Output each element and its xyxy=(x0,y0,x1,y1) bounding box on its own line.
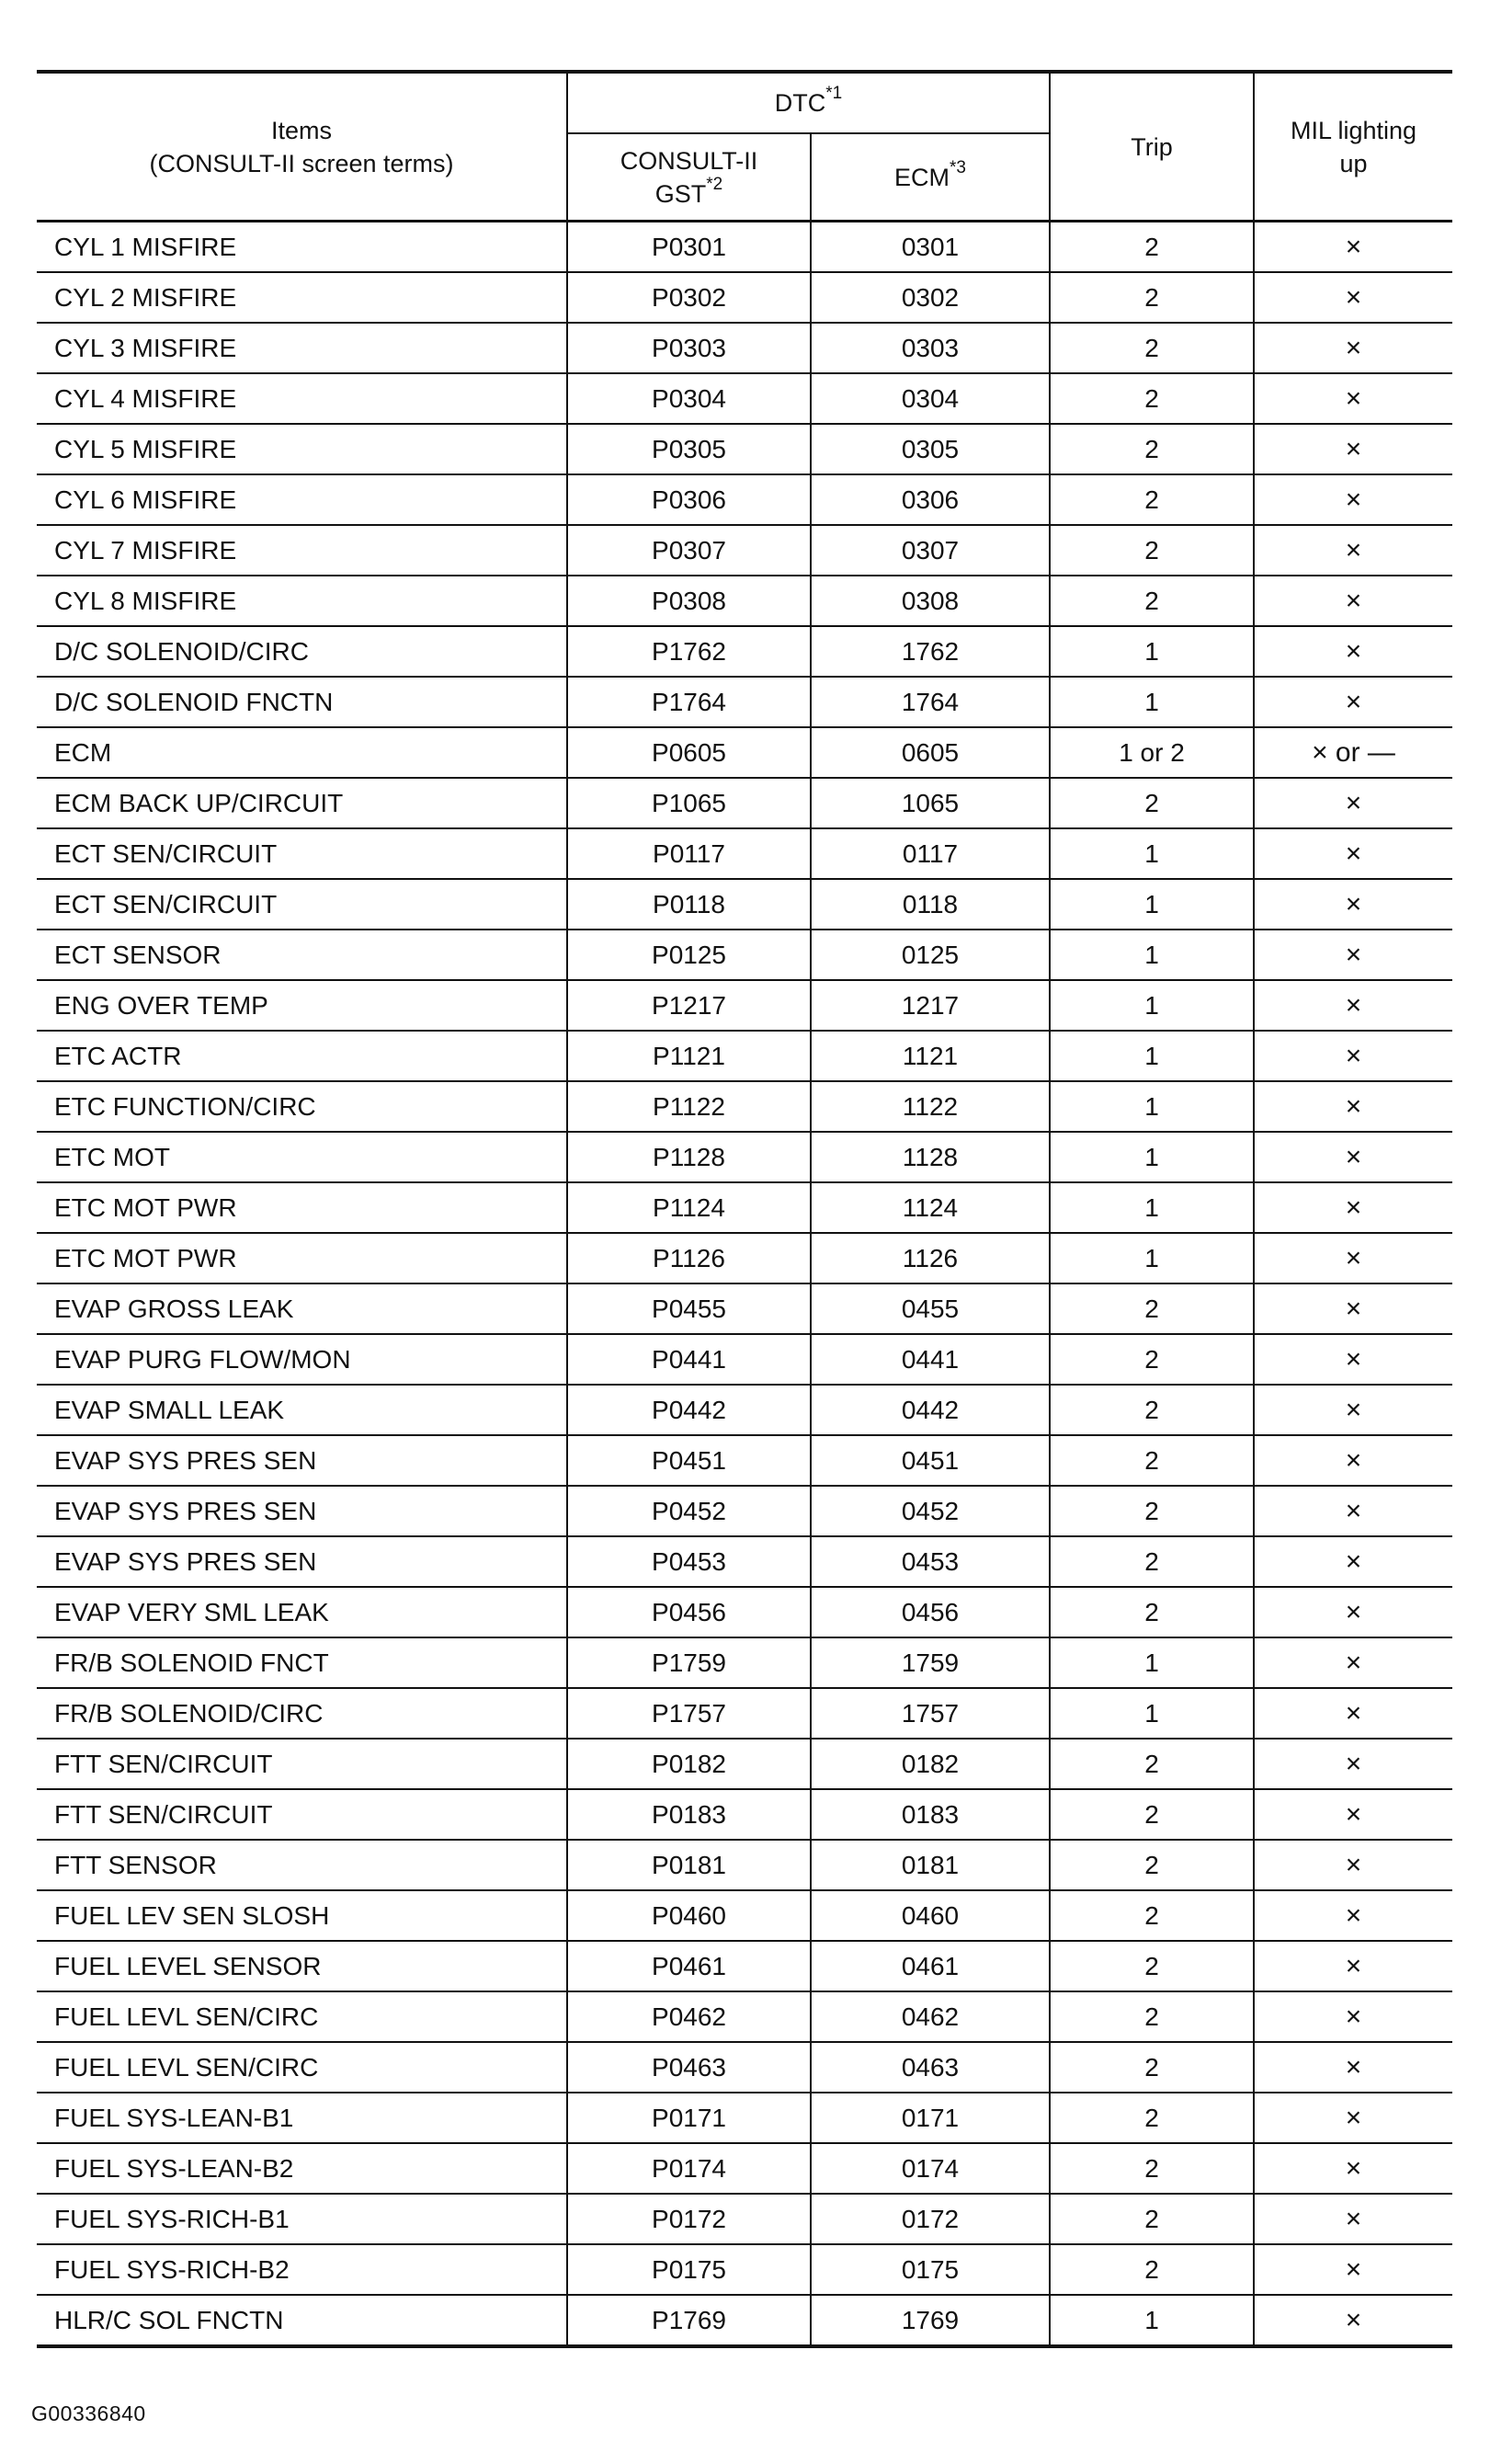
item-cell: CYL 7 MISFIRE xyxy=(37,525,567,576)
ecm-code-cell: 0175 xyxy=(811,2244,1050,2295)
ecm-code-cell: 0461 xyxy=(811,1941,1050,1991)
table-row xyxy=(37,930,1452,980)
table-row xyxy=(37,1283,1452,1334)
ecm-code-cell: 0307 xyxy=(811,525,1050,576)
item-cell: ETC ACTR xyxy=(37,1031,567,1081)
item-cell: ECM BACK UP/CIRCUIT xyxy=(37,778,567,828)
ecm-code-cell: 1128 xyxy=(811,1132,1050,1182)
trip-cell: 2 xyxy=(1050,576,1254,626)
item-cell: FUEL LEV SEN SLOSH xyxy=(37,1890,567,1941)
mil-cell: × xyxy=(1254,1182,1452,1233)
item-cell: ETC MOT PWR xyxy=(37,1233,567,1283)
table-row xyxy=(37,1941,1452,1991)
consult-code-cell: P1769 xyxy=(567,2295,811,2346)
trip-cell: 2 xyxy=(1050,778,1254,828)
table-row xyxy=(37,1486,1452,1536)
consult-code-cell: P0306 xyxy=(567,474,811,525)
ecm-code-cell: 0171 xyxy=(811,2093,1050,2143)
header-trip-label: Trip xyxy=(1131,132,1173,161)
consult-code-cell: P0461 xyxy=(567,1941,811,1991)
table-row xyxy=(37,2042,1452,2093)
item-cell: FUEL LEVL SEN/CIRC xyxy=(37,1991,567,2042)
trip-cell: 2 xyxy=(1050,1587,1254,1637)
mil-cell: × xyxy=(1254,2295,1452,2346)
mil-cell: × xyxy=(1254,222,1452,273)
mil-cell: × xyxy=(1254,1385,1452,1435)
mil-cell: × xyxy=(1254,1435,1452,1486)
consult-code-cell: P0308 xyxy=(567,576,811,626)
table-row xyxy=(37,980,1452,1031)
item-cell: FR/B SOLENOID/CIRC xyxy=(37,1688,567,1739)
consult-code-cell: P0118 xyxy=(567,879,811,930)
consult-code-cell: P0303 xyxy=(567,323,811,373)
header-trip xyxy=(1050,72,1254,222)
trip-cell: 2 xyxy=(1050,2093,1254,2143)
ecm-code-cell: 0463 xyxy=(811,2042,1050,2093)
ecm-code-cell: 0172 xyxy=(811,2194,1050,2244)
table-row xyxy=(37,576,1452,626)
table-row xyxy=(37,626,1452,677)
header-ecm-label: ECM xyxy=(894,163,950,191)
item-cell: ETC MOT xyxy=(37,1132,567,1182)
consult-code-cell: P0183 xyxy=(567,1789,811,1840)
mil-cell: × xyxy=(1254,474,1452,525)
table-row xyxy=(37,1132,1452,1182)
ecm-code-cell: 0456 xyxy=(811,1587,1050,1637)
consult-code-cell: P0172 xyxy=(567,2194,811,2244)
item-cell: ECT SEN/CIRCUIT xyxy=(37,879,567,930)
table-row xyxy=(37,1334,1452,1385)
mil-cell: × xyxy=(1254,1031,1452,1081)
table-row xyxy=(37,2244,1452,2295)
ecm-code-cell: 0453 xyxy=(811,1536,1050,1587)
mil-cell: × xyxy=(1254,1233,1452,1283)
mil-cell: × xyxy=(1254,2093,1452,2143)
ecm-code-cell: 0181 xyxy=(811,1840,1050,1890)
trip-cell: 2 xyxy=(1050,222,1254,273)
item-cell: FUEL SYS-LEAN-B2 xyxy=(37,2143,567,2194)
header-items-line2: (CONSULT-II screen terms) xyxy=(149,149,454,177)
trip-cell: 1 xyxy=(1050,1233,1254,1283)
mil-cell: × xyxy=(1254,879,1452,930)
ecm-code-cell: 1124 xyxy=(811,1182,1050,1233)
item-cell: FUEL SYS-RICH-B1 xyxy=(37,2194,567,2244)
item-cell: FUEL LEVEL SENSOR xyxy=(37,1941,567,1991)
item-cell: ECT SENSOR xyxy=(37,930,567,980)
consult-code-cell: P1065 xyxy=(567,778,811,828)
trip-cell: 1 xyxy=(1050,1637,1254,1688)
mil-cell: × xyxy=(1254,2194,1452,2244)
ecm-code-cell: 1769 xyxy=(811,2295,1050,2346)
table-row xyxy=(37,2093,1452,2143)
item-cell: HLR/C SOL FNCTN xyxy=(37,2295,567,2346)
item-cell: EVAP SYS PRES SEN xyxy=(37,1435,567,1486)
consult-code-cell: P0442 xyxy=(567,1385,811,1435)
item-cell: EVAP VERY SML LEAK xyxy=(37,1587,567,1637)
trip-cell: 2 xyxy=(1050,1941,1254,1991)
item-cell: ETC MOT PWR xyxy=(37,1182,567,1233)
header-ecm-footnote: *3 xyxy=(950,157,966,177)
mil-cell: × xyxy=(1254,1739,1452,1789)
header-items xyxy=(37,72,567,222)
header-mil xyxy=(1254,72,1452,222)
mil-cell: × xyxy=(1254,778,1452,828)
item-cell: FTT SENSOR xyxy=(37,1840,567,1890)
consult-code-cell: P0453 xyxy=(567,1536,811,1587)
mil-cell: × xyxy=(1254,525,1452,576)
table-row xyxy=(37,373,1452,424)
table-row xyxy=(37,2194,1452,2244)
mil-cell: × xyxy=(1254,1132,1452,1182)
mil-cell: × xyxy=(1254,677,1452,727)
table-row xyxy=(37,1890,1452,1941)
table-row xyxy=(37,474,1452,525)
item-cell: FUEL SYS-LEAN-B1 xyxy=(37,2093,567,2143)
consult-code-cell: P0125 xyxy=(567,930,811,980)
ecm-code-cell: 0118 xyxy=(811,879,1050,930)
trip-cell: 2 xyxy=(1050,2244,1254,2295)
ecm-code-cell: 1121 xyxy=(811,1031,1050,1081)
item-cell: CYL 8 MISFIRE xyxy=(37,576,567,626)
table-row xyxy=(37,2143,1452,2194)
mil-cell: × xyxy=(1254,1334,1452,1385)
consult-code-cell: P0175 xyxy=(567,2244,811,2295)
trip-cell: 1 xyxy=(1050,1081,1254,1132)
trip-cell: 1 xyxy=(1050,980,1254,1031)
table-row xyxy=(37,525,1452,576)
mil-cell: × xyxy=(1254,2244,1452,2295)
ecm-code-cell: 0462 xyxy=(811,1991,1050,2042)
consult-code-cell: P1757 xyxy=(567,1688,811,1739)
item-cell: D/C SOLENOID FNCTN xyxy=(37,677,567,727)
consult-code-cell: P0451 xyxy=(567,1435,811,1486)
mil-cell: × xyxy=(1254,1637,1452,1688)
consult-code-cell: P0441 xyxy=(567,1334,811,1385)
ecm-code-cell: 1762 xyxy=(811,626,1050,677)
ecm-code-cell: 0442 xyxy=(811,1385,1050,1435)
consult-code-cell: P0307 xyxy=(567,525,811,576)
item-cell: CYL 2 MISFIRE xyxy=(37,272,567,323)
ecm-code-cell: 0304 xyxy=(811,373,1050,424)
ecm-code-cell: 1217 xyxy=(811,980,1050,1031)
item-cell: FTT SEN/CIRCUIT xyxy=(37,1789,567,1840)
header-mil-line1: MIL lighting xyxy=(1290,116,1417,144)
table-row xyxy=(37,727,1452,778)
mil-cell: × xyxy=(1254,1283,1452,1334)
consult-code-cell: P0463 xyxy=(567,2042,811,2093)
item-cell: ETC FUNCTION/CIRC xyxy=(37,1081,567,1132)
table-row xyxy=(37,1688,1452,1739)
trip-cell: 1 xyxy=(1050,626,1254,677)
trip-cell: 2 xyxy=(1050,2194,1254,2244)
table-row xyxy=(37,1435,1452,1486)
consult-code-cell: P1124 xyxy=(567,1182,811,1233)
consult-code-cell: P1759 xyxy=(567,1637,811,1688)
trip-cell: 2 xyxy=(1050,474,1254,525)
ecm-code-cell: 0303 xyxy=(811,323,1050,373)
trip-cell: 2 xyxy=(1050,373,1254,424)
item-cell: EVAP SYS PRES SEN xyxy=(37,1486,567,1536)
item-cell: ENG OVER TEMP xyxy=(37,980,567,1031)
item-cell: EVAP PURG FLOW/MON xyxy=(37,1334,567,1385)
table-row xyxy=(37,1587,1452,1637)
ecm-code-cell: 0174 xyxy=(811,2143,1050,2194)
ecm-code-cell: 0182 xyxy=(811,1739,1050,1789)
mil-cell: × xyxy=(1254,1890,1452,1941)
ecm-code-cell: 1122 xyxy=(811,1081,1050,1132)
item-cell: CYL 6 MISFIRE xyxy=(37,474,567,525)
trip-cell: 1 xyxy=(1050,930,1254,980)
dtc-table xyxy=(37,70,1452,2348)
ecm-code-cell: 1126 xyxy=(811,1233,1050,1283)
mil-cell: × xyxy=(1254,1587,1452,1637)
table-row xyxy=(37,1840,1452,1890)
header-ecm xyxy=(811,133,1050,222)
consult-code-cell: P0605 xyxy=(567,727,811,778)
trip-cell: 1 xyxy=(1050,1182,1254,1233)
consult-code-cell: P0174 xyxy=(567,2143,811,2194)
table-row xyxy=(37,1789,1452,1840)
trip-cell: 2 xyxy=(1050,1890,1254,1941)
table-row xyxy=(37,828,1452,879)
trip-cell: 2 xyxy=(1050,1486,1254,1536)
ecm-code-cell: 0308 xyxy=(811,576,1050,626)
trip-cell: 2 xyxy=(1050,1283,1254,1334)
ecm-code-cell: 0183 xyxy=(811,1789,1050,1840)
item-cell: CYL 3 MISFIRE xyxy=(37,323,567,373)
ecm-code-cell: 0125 xyxy=(811,930,1050,980)
table-row xyxy=(37,323,1452,373)
consult-code-cell: P0182 xyxy=(567,1739,811,1789)
table-row xyxy=(37,272,1452,323)
item-cell: FUEL LEVL SEN/CIRC xyxy=(37,2042,567,2093)
ecm-code-cell: 0306 xyxy=(811,474,1050,525)
mil-cell: × xyxy=(1254,1789,1452,1840)
item-cell: FR/B SOLENOID FNCT xyxy=(37,1637,567,1688)
consult-code-cell: P0301 xyxy=(567,222,811,273)
table-row xyxy=(37,222,1452,273)
table-header xyxy=(37,72,1452,222)
trip-cell: 2 xyxy=(1050,525,1254,576)
header-consult xyxy=(567,133,811,222)
ecm-code-cell: 0455 xyxy=(811,1283,1050,1334)
table-row xyxy=(37,1991,1452,2042)
consult-code-cell: P0305 xyxy=(567,424,811,474)
mil-cell: × xyxy=(1254,1941,1452,1991)
consult-code-cell: P0304 xyxy=(567,373,811,424)
trip-cell: 2 xyxy=(1050,272,1254,323)
table-row xyxy=(37,1739,1452,1789)
header-items-line1: Items xyxy=(270,116,332,144)
consult-code-cell: P1122 xyxy=(567,1081,811,1132)
item-cell: ECT SEN/CIRCUIT xyxy=(37,828,567,879)
table-row xyxy=(37,1637,1452,1688)
mil-cell: × xyxy=(1254,626,1452,677)
mil-cell: × xyxy=(1254,828,1452,879)
mil-cell: × xyxy=(1254,2042,1452,2093)
header-consult-line1: CONSULT-II xyxy=(620,146,758,175)
consult-code-cell: P1762 xyxy=(567,626,811,677)
trip-cell: 1 xyxy=(1050,677,1254,727)
trip-cell: 1 xyxy=(1050,828,1254,879)
trip-cell: 2 xyxy=(1050,2143,1254,2194)
table-row xyxy=(37,1182,1452,1233)
ecm-code-cell: 0117 xyxy=(811,828,1050,879)
ecm-code-cell: 0305 xyxy=(811,424,1050,474)
table-row xyxy=(37,2295,1452,2346)
trip-cell: 2 xyxy=(1050,2042,1254,2093)
trip-cell: 2 xyxy=(1050,1789,1254,1840)
trip-cell: 1 xyxy=(1050,1132,1254,1182)
table-row xyxy=(37,879,1452,930)
consult-code-cell: P1217 xyxy=(567,980,811,1031)
item-cell: CYL 5 MISFIRE xyxy=(37,424,567,474)
mil-cell: × xyxy=(1254,1081,1452,1132)
table-row xyxy=(37,1536,1452,1587)
ecm-code-cell: 0460 xyxy=(811,1890,1050,1941)
ecm-code-cell: 0441 xyxy=(811,1334,1050,1385)
mil-cell: × xyxy=(1254,373,1452,424)
trip-cell: 2 xyxy=(1050,1385,1254,1435)
ecm-code-cell: 1759 xyxy=(811,1637,1050,1688)
trip-cell: 2 xyxy=(1050,1991,1254,2042)
ecm-code-cell: 0301 xyxy=(811,222,1050,273)
mil-cell: × xyxy=(1254,323,1452,373)
item-cell: FUEL SYS-RICH-B2 xyxy=(37,2244,567,2295)
trip-cell: 1 xyxy=(1050,1688,1254,1739)
trip-cell: 2 xyxy=(1050,1334,1254,1385)
mil-cell: × xyxy=(1254,1536,1452,1587)
header-dtc-label: DTC xyxy=(774,89,826,117)
header-consult-line2: GST xyxy=(654,179,707,208)
ecm-code-cell: 1065 xyxy=(811,778,1050,828)
ecm-code-cell: 1757 xyxy=(811,1688,1050,1739)
table-row xyxy=(37,1031,1452,1081)
consult-code-cell: P0302 xyxy=(567,272,811,323)
table-body xyxy=(37,222,1452,2347)
table-row xyxy=(37,778,1452,828)
mil-cell: × xyxy=(1254,2143,1452,2194)
item-cell: EVAP GROSS LEAK xyxy=(37,1283,567,1334)
consult-code-cell: P0181 xyxy=(567,1840,811,1890)
trip-cell: 1 or 2 xyxy=(1050,727,1254,778)
mil-cell: × xyxy=(1254,1486,1452,1536)
table-row xyxy=(37,424,1452,474)
trip-cell: 2 xyxy=(1050,323,1254,373)
consult-code-cell: P0452 xyxy=(567,1486,811,1536)
item-cell: EVAP SYS PRES SEN xyxy=(37,1536,567,1587)
trip-cell: 2 xyxy=(1050,1536,1254,1587)
mil-cell: × xyxy=(1254,1688,1452,1739)
consult-code-cell: P0460 xyxy=(567,1890,811,1941)
ecm-code-cell: 0452 xyxy=(811,1486,1050,1536)
consult-code-cell: P0117 xyxy=(567,828,811,879)
trip-cell: 1 xyxy=(1050,879,1254,930)
table-row xyxy=(37,1081,1452,1132)
ecm-code-cell: 1764 xyxy=(811,677,1050,727)
trip-cell: 2 xyxy=(1050,1840,1254,1890)
header-mil-line2: up xyxy=(1339,149,1368,177)
trip-cell: 2 xyxy=(1050,1435,1254,1486)
item-cell: CYL 4 MISFIRE xyxy=(37,373,567,424)
consult-code-cell: P1764 xyxy=(567,677,811,727)
trip-cell: 1 xyxy=(1050,1031,1254,1081)
figure-id: G00336840 xyxy=(31,2401,146,2425)
mil-cell: × xyxy=(1254,1991,1452,2042)
header-dtc-footnote: *1 xyxy=(825,84,843,103)
consult-code-cell: P1121 xyxy=(567,1031,811,1081)
consult-code-cell: P0456 xyxy=(567,1587,811,1637)
consult-code-cell: P1128 xyxy=(567,1132,811,1182)
consult-code-cell: P0455 xyxy=(567,1283,811,1334)
item-cell: EVAP SMALL LEAK xyxy=(37,1385,567,1435)
mil-cell: × xyxy=(1254,1840,1452,1890)
header-dtc xyxy=(567,72,1050,133)
trip-cell: 1 xyxy=(1050,2295,1254,2346)
mil-cell: × or — xyxy=(1254,727,1452,778)
mil-cell: × xyxy=(1254,576,1452,626)
ecm-code-cell: 0302 xyxy=(811,272,1050,323)
ecm-code-cell: 0605 xyxy=(811,727,1050,778)
item-cell: CYL 1 MISFIRE xyxy=(37,222,567,273)
item-cell: D/C SOLENOID/CIRC xyxy=(37,626,567,677)
consult-code-cell: P1126 xyxy=(567,1233,811,1283)
table-row xyxy=(37,677,1452,727)
mil-cell: × xyxy=(1254,272,1452,323)
item-cell: ECM xyxy=(37,727,567,778)
item-cell: FTT SEN/CIRCUIT xyxy=(37,1739,567,1789)
trip-cell: 2 xyxy=(1050,1739,1254,1789)
mil-cell: × xyxy=(1254,930,1452,980)
trip-cell: 2 xyxy=(1050,424,1254,474)
consult-code-cell: P0462 xyxy=(567,1991,811,2042)
table-row xyxy=(37,1233,1452,1283)
mil-cell: × xyxy=(1254,980,1452,1031)
table-row xyxy=(37,1385,1452,1435)
mil-cell: × xyxy=(1254,424,1452,474)
consult-code-cell: P0171 xyxy=(567,2093,811,2143)
header-consult-footnote: *2 xyxy=(706,174,723,194)
ecm-code-cell: 0451 xyxy=(811,1435,1050,1486)
